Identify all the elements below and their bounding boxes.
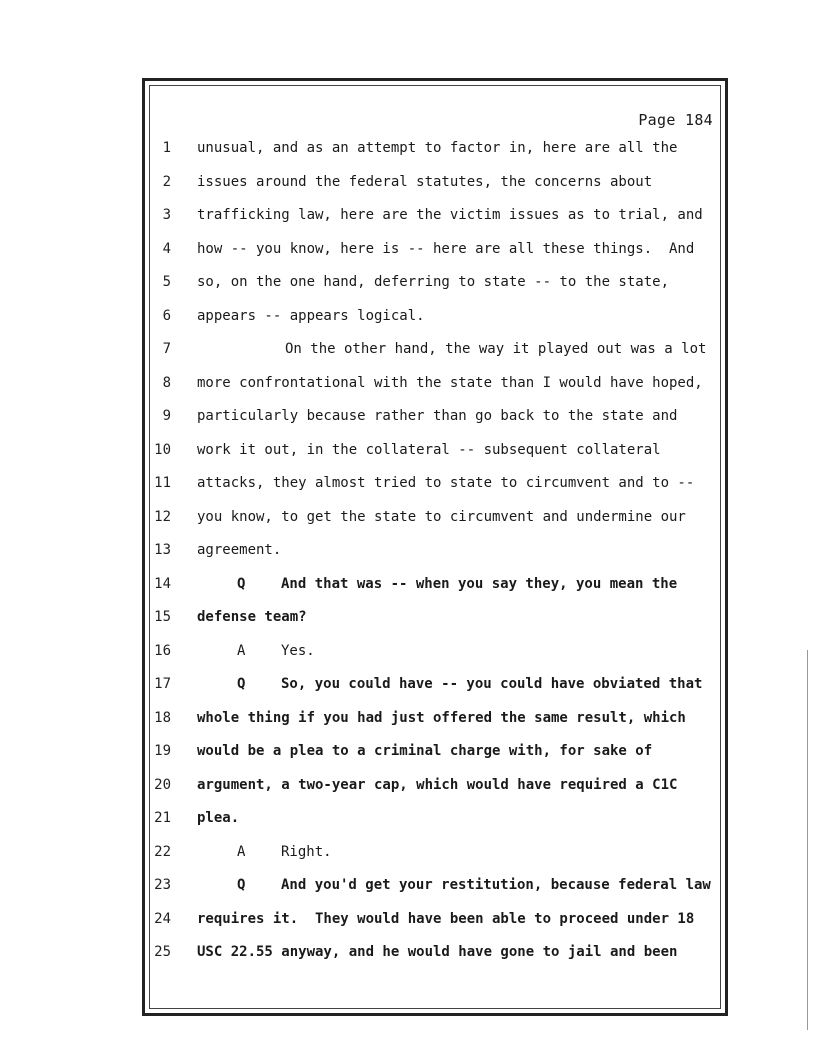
answer-marker: A — [237, 843, 246, 860]
line-text: particularly because rather than go back to the state and — [197, 408, 678, 424]
line-text: appears -- appears logical. — [197, 307, 425, 324]
line-text: plea. — [197, 810, 240, 826]
line-text: Right. — [281, 843, 332, 860]
line-text-container — [197, 739, 652, 763]
line-number: 22 — [154, 843, 171, 860]
line-number: 3 — [162, 207, 171, 223]
line-text-container — [197, 371, 703, 395]
transcript-line — [145, 806, 725, 830]
line-number: 17 — [154, 676, 171, 692]
question-marker: Q — [237, 575, 246, 592]
line-number: 12 — [154, 508, 171, 525]
line-number: 14 — [154, 575, 171, 592]
line-text: whole thing if you had just offered the same result, which — [197, 709, 686, 726]
line-text-container — [197, 706, 686, 730]
line-number: 2 — [162, 173, 171, 190]
line-text: agreement. — [197, 542, 282, 558]
line-text-container — [197, 471, 694, 495]
line-text: more confrontational with the state than I would have hoped, — [197, 374, 703, 391]
line-text-container — [197, 404, 677, 428]
question-marker: Q — [237, 676, 246, 692]
transcript-line — [145, 505, 725, 529]
line-text-container — [197, 538, 281, 562]
transcript-line — [145, 237, 725, 261]
page-number: Page 184 — [638, 111, 713, 129]
line-text: so, on the one hand, deferring to state -- to the state, — [197, 274, 670, 290]
line-text: work it out, in the collateral -- subsequent collateral — [197, 441, 661, 458]
line-text: And that was -- when you say they, you mean the — [281, 575, 678, 592]
line-text: On the other hand, the way it played out was a lot — [285, 341, 707, 357]
question-marker: Q — [237, 877, 246, 893]
transcript-line — [145, 706, 725, 730]
line-text: unusual, and as an attempt to factor in, here are all the — [197, 140, 678, 156]
transcript-line — [145, 337, 725, 361]
line-text: requires it. They would have been able to proceed under 18 — [197, 910, 695, 927]
line-number: 20 — [154, 776, 171, 793]
line-text-container — [237, 572, 677, 596]
transcript-line — [145, 538, 725, 562]
line-text: would be a plea to a criminal charge with, for sake of — [197, 743, 653, 759]
line-number: 21 — [154, 810, 171, 826]
transcript-line — [145, 639, 725, 663]
line-number: 18 — [154, 709, 171, 726]
line-text-container — [237, 840, 332, 864]
line-number: 1 — [162, 140, 171, 156]
line-text-container — [197, 203, 703, 227]
line-text: attacks, they almost tried to state to circumvent and to -- — [197, 475, 695, 491]
line-text-container — [197, 438, 661, 462]
transcript-line — [145, 739, 725, 763]
line-number: 16 — [154, 642, 171, 659]
transcript-line — [145, 270, 725, 294]
transcript-line — [145, 873, 725, 897]
line-text: issues around the federal statutes, the concerns about — [197, 173, 653, 190]
line-number: 10 — [154, 441, 171, 458]
transcript-line — [145, 605, 725, 629]
line-text: USC 22.55 anyway, and he would have gone to jail and been — [197, 944, 678, 960]
line-text: trafficking law, here are the victim issues as to trial, and — [197, 207, 703, 223]
line-text-container — [197, 505, 686, 529]
line-number: 4 — [162, 240, 171, 257]
line-text: So, you could have -- you could have obviated that — [281, 676, 703, 692]
transcript-lines — [145, 81, 725, 1013]
line-text-container — [197, 940, 677, 964]
line-number: 24 — [154, 910, 171, 927]
transcript-line — [145, 840, 725, 864]
line-number: 11 — [154, 475, 171, 491]
line-text-container — [197, 170, 652, 194]
line-text-container — [197, 304, 425, 328]
transcript-line — [145, 304, 725, 328]
line-text-container — [197, 773, 677, 797]
transcript-line — [145, 773, 725, 797]
line-number: 25 — [154, 944, 171, 960]
line-text: Yes. — [281, 642, 315, 659]
line-text-container — [197, 907, 694, 931]
line-text-container — [197, 136, 677, 160]
transcript-line — [145, 907, 725, 931]
line-number: 6 — [162, 307, 171, 324]
line-text: argument, a two-year cap, which would have required a C1C — [197, 776, 678, 793]
line-number: 9 — [162, 408, 171, 424]
answer-marker: A — [237, 642, 246, 659]
line-number: 23 — [154, 877, 171, 893]
line-text-container — [237, 672, 702, 696]
page-edge-line — [807, 650, 808, 1030]
line-number: 19 — [154, 743, 171, 759]
line-text: And you'd get your restitution, because federal law — [281, 877, 711, 893]
transcript-line — [145, 471, 725, 495]
line-text-container — [285, 337, 706, 361]
transcript-line — [145, 136, 725, 160]
line-text-container — [197, 237, 694, 261]
line-number: 5 — [162, 274, 171, 290]
line-text-container — [237, 873, 711, 897]
transcript-line — [145, 170, 725, 194]
line-text-container — [197, 270, 669, 294]
line-number: 13 — [154, 542, 171, 558]
transcript-page-frame — [142, 78, 728, 1016]
line-number: 8 — [162, 374, 171, 391]
transcript-line — [145, 371, 725, 395]
line-number: 7 — [162, 341, 171, 357]
line-text-container — [237, 639, 315, 663]
line-text: you know, to get the state to circumvent and undermine our — [197, 508, 686, 525]
transcript-line — [145, 672, 725, 696]
line-text-container — [197, 806, 239, 830]
transcript-line — [145, 940, 725, 964]
transcript-line — [145, 438, 725, 462]
line-number: 15 — [154, 609, 171, 625]
transcript-line — [145, 572, 725, 596]
line-text-container — [197, 605, 307, 629]
line-text: how -- you know, here is -- here are all these things. And — [197, 240, 695, 257]
transcript-line — [145, 203, 725, 227]
line-text: defense team? — [197, 609, 307, 625]
transcript-line — [145, 404, 725, 428]
